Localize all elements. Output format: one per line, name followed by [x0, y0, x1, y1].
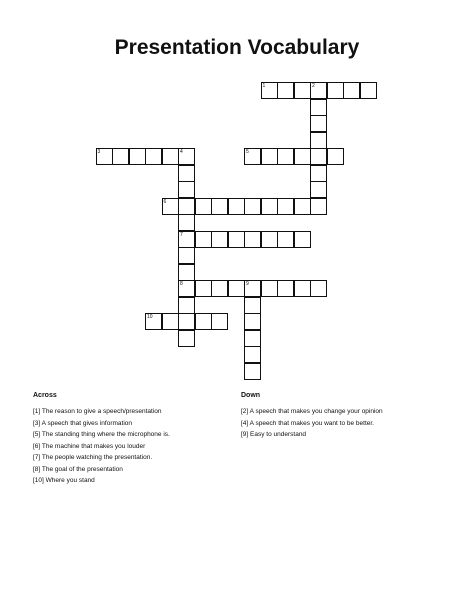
clue-number: [7] [33, 454, 41, 461]
cell-letter-input[interactable] [179, 166, 194, 181]
crossword-cell[interactable] [162, 148, 179, 165]
cell-letter-input[interactable] [229, 232, 244, 247]
cell-letter-input[interactable] [245, 281, 260, 296]
crossword-cell[interactable] [294, 280, 311, 297]
cell-letter-input[interactable] [179, 298, 194, 313]
cell-letter-input[interactable] [311, 133, 326, 148]
crossword-cell[interactable] [261, 280, 278, 297]
cell-letter-input[interactable] [163, 149, 178, 164]
crossword-cell[interactable] [277, 231, 294, 248]
crossword-cell[interactable] [310, 198, 327, 215]
cell-letter-input[interactable] [262, 199, 277, 214]
crossword-cell[interactable] [211, 280, 228, 297]
across-heading: Across [33, 392, 57, 399]
crossword-cell[interactable] [211, 198, 228, 215]
down-clue [241, 406, 383, 418]
crossword-cell[interactable] [244, 148, 261, 165]
clue-number: [9] [241, 431, 249, 438]
crossword-cell[interactable] [162, 313, 179, 330]
cell-letter-input[interactable] [328, 149, 343, 164]
across-clue [33, 441, 170, 453]
cell-letter-input[interactable] [295, 232, 310, 247]
crossword-cell[interactable] [211, 313, 228, 330]
crossword-cell[interactable] [178, 313, 195, 330]
cell-letter-input[interactable] [311, 281, 326, 296]
crossword-cell[interactable] [129, 148, 146, 165]
crossword-cell[interactable] [244, 198, 261, 215]
clue-number: [4] [241, 419, 249, 427]
cell-letter-input[interactable] [278, 232, 293, 247]
clue-number-label: 2 [312, 83, 315, 89]
clue-number-label: 10 [147, 314, 153, 320]
crossword-cell[interactable] [294, 231, 311, 248]
crossword-cell[interactable] [327, 82, 344, 99]
crossword-cell[interactable] [195, 198, 212, 215]
crossword-cell[interactable] [294, 198, 311, 215]
cell-letter-input[interactable] [245, 149, 260, 164]
cell-letter-input[interactable] [212, 232, 227, 247]
crossword-cell[interactable] [178, 330, 195, 347]
crossword-cell[interactable] [310, 181, 327, 198]
crossword-cell[interactable] [178, 231, 195, 248]
crossword-cell[interactable] [343, 82, 360, 99]
cell-letter-input[interactable] [212, 281, 227, 296]
clue-number-label: 3 [97, 149, 101, 155]
crossword-cell[interactable] [294, 82, 311, 99]
clue-number: [10] [33, 477, 44, 484]
crossword-cell[interactable] [277, 82, 294, 99]
clue-number: [6] [33, 442, 41, 450]
crossword-cell[interactable] [96, 148, 113, 165]
cell-letter-input[interactable] [262, 83, 277, 98]
cell-letter-input[interactable] [311, 116, 326, 131]
page-title: Presentation Vocabulary [114, 36, 360, 59]
clue-number-label: 1 [262, 83, 266, 89]
cell-letter-input[interactable] [212, 314, 227, 329]
crossword-cell[interactable] [244, 231, 261, 248]
cell-letter-input[interactable] [196, 232, 211, 247]
cell-letter-input[interactable] [212, 199, 227, 214]
down-heading: Down [241, 392, 261, 399]
cell-letter-input[interactable] [113, 149, 128, 164]
crossword-cell[interactable] [277, 280, 294, 297]
cell-letter-input[interactable] [179, 199, 194, 214]
crossword-cell[interactable] [228, 198, 245, 215]
crossword-cell[interactable] [261, 231, 278, 248]
crossword-cell[interactable] [178, 165, 195, 182]
clue-text: A speech that makes you want to be better. [248, 419, 374, 427]
cell-letter-input[interactable] [179, 265, 194, 280]
cell-letter-input[interactable] [179, 182, 194, 197]
crossword-cell[interactable] [178, 247, 195, 264]
clue-text: A speech that makes you change your opinion [248, 408, 383, 415]
clue-number: [3] [33, 419, 41, 427]
crossword-cell[interactable] [244, 330, 261, 347]
crossword-cell[interactable] [178, 148, 195, 165]
cell-letter-input[interactable] [196, 199, 211, 214]
cell-letter-input[interactable] [295, 83, 310, 98]
cell-letter-input[interactable] [146, 314, 161, 329]
cell-letter-input[interactable] [163, 314, 178, 329]
crossword-cell[interactable] [294, 148, 311, 165]
crossword-cell[interactable] [360, 82, 377, 99]
cell-letter-input[interactable] [179, 215, 194, 230]
crossword-cell[interactable] [244, 363, 261, 380]
cell-letter-input[interactable] [262, 232, 277, 247]
clue-text: Where you stand [43, 477, 95, 484]
cell-letter-input[interactable] [179, 232, 194, 247]
cell-letter-input[interactable] [311, 100, 326, 115]
crossword-cell[interactable] [228, 231, 245, 248]
across-clue-list [33, 406, 170, 487]
clue-number: [2] [241, 408, 249, 415]
clue-number: [1] [33, 408, 41, 415]
cell-letter-input[interactable] [245, 364, 260, 379]
down-clue [241, 429, 383, 441]
cell-letter-input[interactable] [278, 83, 293, 98]
clue-number-label: 6 [163, 198, 167, 205]
crossword-cell[interactable] [244, 280, 261, 297]
cell-letter-input[interactable] [245, 298, 260, 313]
clue-number-label: 9 [246, 281, 249, 287]
crossword-cell[interactable] [310, 82, 327, 99]
cell-letter-input[interactable] [179, 331, 194, 346]
crossword-cell[interactable] [178, 280, 195, 297]
crossword-cell[interactable] [178, 264, 195, 281]
crossword-cell[interactable] [310, 280, 327, 297]
cell-letter-input[interactable] [311, 182, 326, 197]
clue-number-label: 5 [246, 149, 249, 155]
crossword-cell[interactable] [178, 297, 195, 314]
cell-letter-input[interactable] [179, 248, 194, 263]
crossword-cell[interactable] [327, 148, 344, 165]
cell-letter-input[interactable] [278, 199, 293, 214]
cell-letter-input[interactable] [179, 314, 194, 329]
cell-letter-input[interactable] [311, 199, 326, 214]
cell-letter-input[interactable] [295, 149, 310, 164]
crossword-cell[interactable] [145, 313, 162, 330]
clue-number-label: 7 [180, 231, 183, 238]
cell-letter-input[interactable] [311, 83, 326, 98]
cell-letter-input[interactable] [97, 149, 112, 164]
across-clue [33, 452, 170, 464]
across-clue [33, 418, 170, 430]
across-clue [33, 475, 170, 487]
cell-letter-input[interactable] [278, 281, 293, 296]
crossword-cell[interactable] [244, 346, 261, 363]
clue-number: [8] [33, 465, 41, 473]
down-clue-list [241, 406, 383, 441]
crossword-cell[interactable] [228, 280, 245, 297]
cell-letter-input[interactable] [179, 149, 194, 164]
clue-text: The people watching the presentation. [40, 454, 153, 461]
clue-text: The reason to give a speech/presentation [40, 408, 162, 415]
down-clue [241, 418, 383, 430]
across-clue [33, 464, 170, 476]
crossword-cell[interactable] [195, 280, 212, 297]
crossword-cell[interactable] [277, 198, 294, 215]
cell-letter-input[interactable] [245, 199, 260, 214]
crossword-cell[interactable] [178, 214, 195, 231]
cell-letter-input[interactable] [130, 149, 145, 164]
cell-letter-input[interactable] [361, 83, 376, 98]
crossword-cell[interactable] [261, 82, 278, 99]
crossword-cell[interactable] [195, 313, 212, 330]
across-clue [33, 406, 170, 418]
cell-letter-input[interactable] [262, 281, 277, 296]
crossword-cell[interactable] [244, 297, 261, 314]
cell-letter-input[interactable] [295, 281, 310, 296]
clue-text: A speech that gives information [40, 419, 133, 427]
cell-letter-input[interactable] [344, 83, 359, 98]
cell-letter-input[interactable] [146, 149, 161, 164]
cell-letter-input[interactable] [278, 149, 293, 164]
cell-letter-input[interactable] [328, 83, 343, 98]
cell-letter-input[interactable] [163, 199, 178, 214]
crossword-cell[interactable] [112, 148, 129, 165]
cell-letter-input[interactable] [245, 347, 260, 362]
crossword-cell[interactable] [244, 313, 261, 330]
cell-letter-input[interactable] [245, 331, 260, 346]
cell-letter-input[interactable] [245, 232, 260, 247]
crossword-cell[interactable] [261, 198, 278, 215]
crossword-cell[interactable] [310, 132, 327, 149]
cell-letter-input[interactable] [229, 199, 244, 214]
cell-letter-input[interactable] [196, 314, 211, 329]
cell-letter-input[interactable] [311, 166, 326, 181]
clue-text: Easy to understand [248, 431, 307, 438]
across-clue [33, 429, 170, 441]
crossword-cell[interactable] [277, 148, 294, 165]
crossword-cell[interactable] [211, 231, 228, 248]
cell-letter-input[interactable] [245, 314, 260, 329]
cell-letter-input[interactable] [179, 281, 194, 296]
crossword-cell[interactable] [195, 231, 212, 248]
crossword-cell[interactable] [310, 115, 327, 132]
cell-letter-input[interactable] [229, 281, 244, 296]
crossword-cell[interactable] [145, 148, 162, 165]
clue-text: The machine that makes you louder [40, 442, 146, 450]
crossword-cell[interactable] [310, 148, 327, 165]
clue-text: The goal of the presentation [40, 465, 123, 473]
crossword-cell[interactable] [178, 181, 195, 198]
clue-number: [5] [33, 431, 41, 438]
cell-letter-input[interactable] [311, 149, 326, 164]
clue-number-label: 4 [180, 149, 183, 155]
crossword-cell[interactable] [310, 99, 327, 116]
crossword-cell[interactable] [162, 198, 179, 215]
cell-letter-input[interactable] [295, 199, 310, 214]
crossword-cell[interactable] [178, 198, 195, 215]
cell-letter-input[interactable] [262, 149, 277, 164]
clue-text: The standing thing where the microphone is. [40, 431, 170, 438]
clue-number-label: 8 [180, 281, 183, 287]
crossword-cell[interactable] [261, 148, 278, 165]
crossword-cell[interactable] [310, 165, 327, 182]
cell-letter-input[interactable] [196, 281, 211, 296]
